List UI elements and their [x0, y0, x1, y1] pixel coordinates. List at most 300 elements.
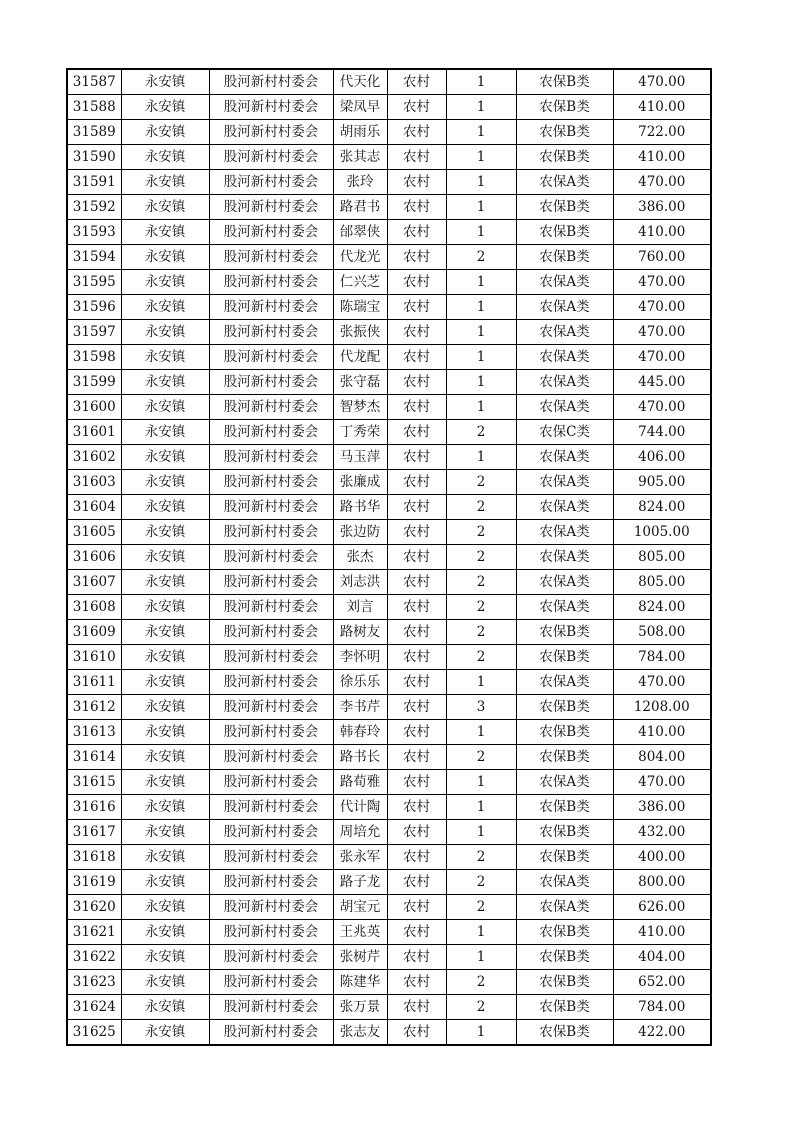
cell-village: 股河新村村委会: [209, 95, 333, 120]
cell-village: 股河新村村委会: [209, 1020, 333, 1046]
cell-category: 农保A类: [516, 395, 613, 420]
cell-residence: 农村: [387, 245, 446, 270]
cell-amount: 410.00: [613, 220, 711, 245]
cell-id: 31606: [67, 545, 121, 570]
cell-residence: 农村: [387, 995, 446, 1020]
cell-town: 永安镇: [121, 170, 209, 195]
table-row: [67, 920, 711, 945]
cell-residence: 农村: [387, 570, 446, 595]
cell-category: 农保A类: [516, 295, 613, 320]
cell-name: 路子龙: [333, 870, 387, 895]
cell-village: 股河新村村委会: [209, 69, 333, 95]
cell-name: 张边防: [333, 520, 387, 545]
cell-id: 31617: [67, 820, 121, 845]
cell-category: 农保B类: [516, 795, 613, 820]
cell-amount: 805.00: [613, 545, 711, 570]
cell-name: 王兆英: [333, 920, 387, 945]
cell-id: 31607: [67, 570, 121, 595]
cell-amount: 410.00: [613, 145, 711, 170]
cell-residence: 农村: [387, 120, 446, 145]
cell-town: 永安镇: [121, 570, 209, 595]
cell-amount: 470.00: [613, 395, 711, 420]
cell-count: 1: [446, 145, 516, 170]
cell-category: 农保A类: [516, 670, 613, 695]
cell-town: 永安镇: [121, 145, 209, 170]
cell-count: 2: [446, 520, 516, 545]
cell-count: 1: [446, 95, 516, 120]
cell-amount: 406.00: [613, 445, 711, 470]
cell-id: 31587: [67, 69, 121, 95]
table-row: [67, 595, 711, 620]
cell-residence: 农村: [387, 270, 446, 295]
table-row: [67, 69, 711, 95]
cell-name: 徐乐乐: [333, 670, 387, 695]
cell-amount: 432.00: [613, 820, 711, 845]
cell-town: 永安镇: [121, 245, 209, 270]
table-row: [67, 170, 711, 195]
cell-category: 农保B类: [516, 720, 613, 745]
cell-category: 农保A类: [516, 570, 613, 595]
cell-residence: 农村: [387, 320, 446, 345]
cell-amount: 445.00: [613, 370, 711, 395]
cell-amount: 470.00: [613, 670, 711, 695]
cell-id: 31599: [67, 370, 121, 395]
cell-id: 31618: [67, 845, 121, 870]
cell-town: 永安镇: [121, 595, 209, 620]
cell-count: 1: [446, 120, 516, 145]
cell-count: 1: [446, 1020, 516, 1046]
cell-residence: 农村: [387, 545, 446, 570]
cell-amount: 804.00: [613, 745, 711, 770]
cell-name: 李书芹: [333, 695, 387, 720]
cell-residence: 农村: [387, 645, 446, 670]
cell-name: 代天化: [333, 69, 387, 95]
table-row: [67, 945, 711, 970]
table-row: [67, 720, 711, 745]
cell-village: 股河新村村委会: [209, 595, 333, 620]
cell-amount: 470.00: [613, 170, 711, 195]
cell-residence: 农村: [387, 445, 446, 470]
cell-amount: 784.00: [613, 995, 711, 1020]
cell-town: 永安镇: [121, 895, 209, 920]
cell-village: 股河新村村委会: [209, 820, 333, 845]
cell-residence: 农村: [387, 795, 446, 820]
cell-id: 31598: [67, 345, 121, 370]
table-row: [67, 420, 711, 445]
cell-name: 路树友: [333, 620, 387, 645]
cell-category: 农保B类: [516, 69, 613, 95]
table-row: [67, 645, 711, 670]
table-row: [67, 870, 711, 895]
cell-village: 股河新村村委会: [209, 470, 333, 495]
cell-name: 陈建华: [333, 970, 387, 995]
cell-village: 股河新村村委会: [209, 270, 333, 295]
cell-count: 1: [446, 945, 516, 970]
cell-town: 永安镇: [121, 645, 209, 670]
cell-id: 31589: [67, 120, 121, 145]
cell-town: 永安镇: [121, 445, 209, 470]
cell-category: 农保A类: [516, 170, 613, 195]
table-row: [67, 345, 711, 370]
cell-id: 31594: [67, 245, 121, 270]
cell-name: 张其志: [333, 145, 387, 170]
cell-amount: 652.00: [613, 970, 711, 995]
cell-amount: 470.00: [613, 69, 711, 95]
cell-residence: 农村: [387, 520, 446, 545]
cell-village: 股河新村村委会: [209, 870, 333, 895]
cell-category: 农保B类: [516, 620, 613, 645]
cell-village: 股河新村村委会: [209, 695, 333, 720]
table-row: [67, 795, 711, 820]
table-row: [67, 320, 711, 345]
cell-name: 陈瑞宝: [333, 295, 387, 320]
cell-category: 农保A类: [516, 445, 613, 470]
cell-town: 永安镇: [121, 495, 209, 520]
cell-count: 1: [446, 220, 516, 245]
cell-count: 2: [446, 745, 516, 770]
cell-town: 永安镇: [121, 995, 209, 1020]
table-row: [67, 520, 711, 545]
cell-amount: 404.00: [613, 945, 711, 970]
cell-village: 股河新村村委会: [209, 620, 333, 645]
cell-id: 31622: [67, 945, 121, 970]
cell-amount: 422.00: [613, 1020, 711, 1046]
cell-count: 2: [446, 895, 516, 920]
table-row: [67, 495, 711, 520]
cell-id: 31615: [67, 770, 121, 795]
table-row: [67, 820, 711, 845]
cell-name: 胡宝元: [333, 895, 387, 920]
cell-residence: 农村: [387, 395, 446, 420]
cell-amount: 824.00: [613, 595, 711, 620]
table-row: [67, 270, 711, 295]
cell-village: 股河新村村委会: [209, 945, 333, 970]
cell-amount: 400.00: [613, 845, 711, 870]
cell-village: 股河新村村委会: [209, 295, 333, 320]
cell-residence: 农村: [387, 870, 446, 895]
cell-town: 永安镇: [121, 1020, 209, 1046]
cell-town: 永安镇: [121, 670, 209, 695]
table-row: [67, 1020, 711, 1046]
cell-count: 2: [446, 545, 516, 570]
cell-town: 永安镇: [121, 95, 209, 120]
table-row: [67, 845, 711, 870]
cell-residence: 农村: [387, 720, 446, 745]
cell-amount: 470.00: [613, 770, 711, 795]
cell-id: 31619: [67, 870, 121, 895]
cell-id: 31596: [67, 295, 121, 320]
cell-category: 农保A类: [516, 470, 613, 495]
cell-name: 智梦杰: [333, 395, 387, 420]
cell-name: 路荀雅: [333, 770, 387, 795]
cell-count: 1: [446, 320, 516, 345]
cell-town: 永安镇: [121, 345, 209, 370]
cell-category: 农保B类: [516, 970, 613, 995]
cell-residence: 农村: [387, 145, 446, 170]
cell-village: 股河新村村委会: [209, 795, 333, 820]
cell-category: 农保A类: [516, 770, 613, 795]
cell-village: 股河新村村委会: [209, 970, 333, 995]
cell-id: 31591: [67, 170, 121, 195]
cell-town: 永安镇: [121, 69, 209, 95]
cell-count: 3: [446, 695, 516, 720]
cell-village: 股河新村村委会: [209, 220, 333, 245]
cell-category: 农保A类: [516, 595, 613, 620]
cell-town: 永安镇: [121, 420, 209, 445]
cell-town: 永安镇: [121, 470, 209, 495]
cell-town: 永安镇: [121, 845, 209, 870]
cell-id: 31597: [67, 320, 121, 345]
table-row: [67, 695, 711, 720]
cell-town: 永安镇: [121, 320, 209, 345]
cell-residence: 农村: [387, 220, 446, 245]
cell-id: 31595: [67, 270, 121, 295]
cell-village: 股河新村村委会: [209, 245, 333, 270]
cell-residence: 农村: [387, 695, 446, 720]
table-row: [67, 470, 711, 495]
cell-name: 仁兴芝: [333, 270, 387, 295]
cell-village: 股河新村村委会: [209, 995, 333, 1020]
cell-amount: 410.00: [613, 920, 711, 945]
cell-count: 2: [446, 595, 516, 620]
cell-name: 刘志洪: [333, 570, 387, 595]
table-row: [67, 770, 711, 795]
cell-amount: 722.00: [613, 120, 711, 145]
cell-name: 邰翠侠: [333, 220, 387, 245]
cell-residence: 农村: [387, 345, 446, 370]
cell-category: 农保A类: [516, 545, 613, 570]
table-row: [67, 120, 711, 145]
cell-count: 1: [446, 720, 516, 745]
table-row: [67, 670, 711, 695]
cell-count: 1: [446, 195, 516, 220]
cell-id: 31593: [67, 220, 121, 245]
table-row: [67, 245, 711, 270]
cell-count: 2: [446, 845, 516, 870]
cell-count: 1: [446, 445, 516, 470]
cell-id: 31614: [67, 745, 121, 770]
cell-village: 股河新村村委会: [209, 545, 333, 570]
cell-name: 路书华: [333, 495, 387, 520]
cell-count: 2: [446, 470, 516, 495]
cell-residence: 农村: [387, 295, 446, 320]
table-row: [67, 620, 711, 645]
cell-id: 31592: [67, 195, 121, 220]
cell-id: 31602: [67, 445, 121, 470]
cell-category: 农保B类: [516, 195, 613, 220]
cell-id: 31623: [67, 970, 121, 995]
cell-category: 农保B类: [516, 220, 613, 245]
cell-town: 永安镇: [121, 970, 209, 995]
table-row: [67, 545, 711, 570]
roster-table-body: [67, 69, 711, 1045]
table-row: [67, 195, 711, 220]
cell-category: 农保B类: [516, 845, 613, 870]
cell-category: 农保B类: [516, 95, 613, 120]
cell-town: 永安镇: [121, 270, 209, 295]
cell-count: 1: [446, 345, 516, 370]
cell-count: 2: [446, 870, 516, 895]
cell-amount: 470.00: [613, 345, 711, 370]
cell-count: 1: [446, 69, 516, 95]
cell-residence: 农村: [387, 170, 446, 195]
table-row: [67, 395, 711, 420]
cell-village: 股河新村村委会: [209, 520, 333, 545]
cell-category: 农保A类: [516, 270, 613, 295]
cell-category: 农保A类: [516, 895, 613, 920]
cell-id: 31610: [67, 645, 121, 670]
cell-town: 永安镇: [121, 720, 209, 745]
cell-id: 31605: [67, 520, 121, 545]
cell-residence: 农村: [387, 195, 446, 220]
cell-count: 2: [446, 495, 516, 520]
cell-village: 股河新村村委会: [209, 370, 333, 395]
cell-name: 张树芹: [333, 945, 387, 970]
cell-name: 刘言: [333, 595, 387, 620]
cell-village: 股河新村村委会: [209, 420, 333, 445]
cell-amount: 410.00: [613, 95, 711, 120]
cell-id: 31620: [67, 895, 121, 920]
cell-name: 胡雨乐: [333, 120, 387, 145]
cell-name: 张杰: [333, 545, 387, 570]
cell-name: 张振侠: [333, 320, 387, 345]
cell-village: 股河新村村委会: [209, 845, 333, 870]
cell-category: 农保B类: [516, 920, 613, 945]
cell-id: 31601: [67, 420, 121, 445]
cell-name: 代龙光: [333, 245, 387, 270]
cell-id: 31608: [67, 595, 121, 620]
cell-amount: 1005.00: [613, 520, 711, 545]
cell-village: 股河新村村委会: [209, 745, 333, 770]
cell-residence: 农村: [387, 95, 446, 120]
cell-village: 股河新村村委会: [209, 170, 333, 195]
cell-name: 周培允: [333, 820, 387, 845]
cell-village: 股河新村村委会: [209, 145, 333, 170]
cell-village: 股河新村村委会: [209, 920, 333, 945]
cell-amount: 784.00: [613, 645, 711, 670]
cell-village: 股河新村村委会: [209, 720, 333, 745]
cell-village: 股河新村村委会: [209, 345, 333, 370]
cell-town: 永安镇: [121, 770, 209, 795]
cell-count: 2: [446, 645, 516, 670]
cell-town: 永安镇: [121, 195, 209, 220]
cell-name: 路君书: [333, 195, 387, 220]
cell-category: 农保B类: [516, 1020, 613, 1046]
cell-residence: 农村: [387, 745, 446, 770]
cell-count: 2: [446, 620, 516, 645]
table-row: [67, 95, 711, 120]
cell-village: 股河新村村委会: [209, 120, 333, 145]
table-row: [67, 745, 711, 770]
cell-name: 路书长: [333, 745, 387, 770]
cell-amount: 386.00: [613, 195, 711, 220]
cell-id: 31621: [67, 920, 121, 945]
cell-town: 永安镇: [121, 295, 209, 320]
cell-town: 永安镇: [121, 220, 209, 245]
cell-village: 股河新村村委会: [209, 770, 333, 795]
cell-count: 1: [446, 670, 516, 695]
cell-id: 31603: [67, 470, 121, 495]
cell-amount: 760.00: [613, 245, 711, 270]
table-row: [67, 295, 711, 320]
cell-amount: 800.00: [613, 870, 711, 895]
cell-town: 永安镇: [121, 795, 209, 820]
cell-id: 31613: [67, 720, 121, 745]
table-row: [67, 370, 711, 395]
cell-residence: 农村: [387, 820, 446, 845]
cell-id: 31612: [67, 695, 121, 720]
cell-count: 1: [446, 820, 516, 845]
cell-name: 张廉成: [333, 470, 387, 495]
cell-amount: 470.00: [613, 270, 711, 295]
cell-residence: 农村: [387, 945, 446, 970]
cell-category: 农保B类: [516, 820, 613, 845]
cell-category: 农保A类: [516, 520, 613, 545]
cell-amount: 905.00: [613, 470, 711, 495]
cell-count: 2: [446, 995, 516, 1020]
cell-town: 永安镇: [121, 945, 209, 970]
cell-category: 农保B类: [516, 645, 613, 670]
cell-residence: 农村: [387, 420, 446, 445]
cell-id: 31616: [67, 795, 121, 820]
table-row: [67, 995, 711, 1020]
cell-village: 股河新村村委会: [209, 895, 333, 920]
cell-id: 31625: [67, 1020, 121, 1046]
cell-count: 2: [446, 420, 516, 445]
cell-category: 农保B类: [516, 945, 613, 970]
cell-count: 1: [446, 295, 516, 320]
cell-town: 永安镇: [121, 620, 209, 645]
cell-village: 股河新村村委会: [209, 670, 333, 695]
cell-category: 农保A类: [516, 870, 613, 895]
cell-village: 股河新村村委会: [209, 645, 333, 670]
cell-residence: 农村: [387, 770, 446, 795]
table-row: [67, 970, 711, 995]
cell-name: 丁秀荣: [333, 420, 387, 445]
cell-category: 农保B类: [516, 145, 613, 170]
cell-category: 农保A类: [516, 495, 613, 520]
cell-name: 张志友: [333, 1020, 387, 1046]
cell-village: 股河新村村委会: [209, 445, 333, 470]
cell-amount: 410.00: [613, 720, 711, 745]
cell-amount: 470.00: [613, 295, 711, 320]
cell-name: 张万景: [333, 995, 387, 1020]
cell-name: 韩春玲: [333, 720, 387, 745]
cell-residence: 农村: [387, 620, 446, 645]
cell-category: 农保B类: [516, 745, 613, 770]
cell-count: 1: [446, 920, 516, 945]
cell-amount: 386.00: [613, 795, 711, 820]
cell-count: 1: [446, 370, 516, 395]
cell-name: 代计陶: [333, 795, 387, 820]
cell-name: 代龙配: [333, 345, 387, 370]
cell-id: 31600: [67, 395, 121, 420]
cell-residence: 农村: [387, 69, 446, 95]
cell-count: 2: [446, 245, 516, 270]
cell-residence: 农村: [387, 470, 446, 495]
cell-town: 永安镇: [121, 520, 209, 545]
cell-residence: 农村: [387, 920, 446, 945]
cell-residence: 农村: [387, 1020, 446, 1046]
cell-residence: 农村: [387, 370, 446, 395]
cell-amount: 626.00: [613, 895, 711, 920]
table-row: [67, 220, 711, 245]
cell-name: 李怀明: [333, 645, 387, 670]
cell-category: 农保B类: [516, 245, 613, 270]
cell-amount: 805.00: [613, 570, 711, 595]
table-row: [67, 570, 711, 595]
cell-amount: 508.00: [613, 620, 711, 645]
